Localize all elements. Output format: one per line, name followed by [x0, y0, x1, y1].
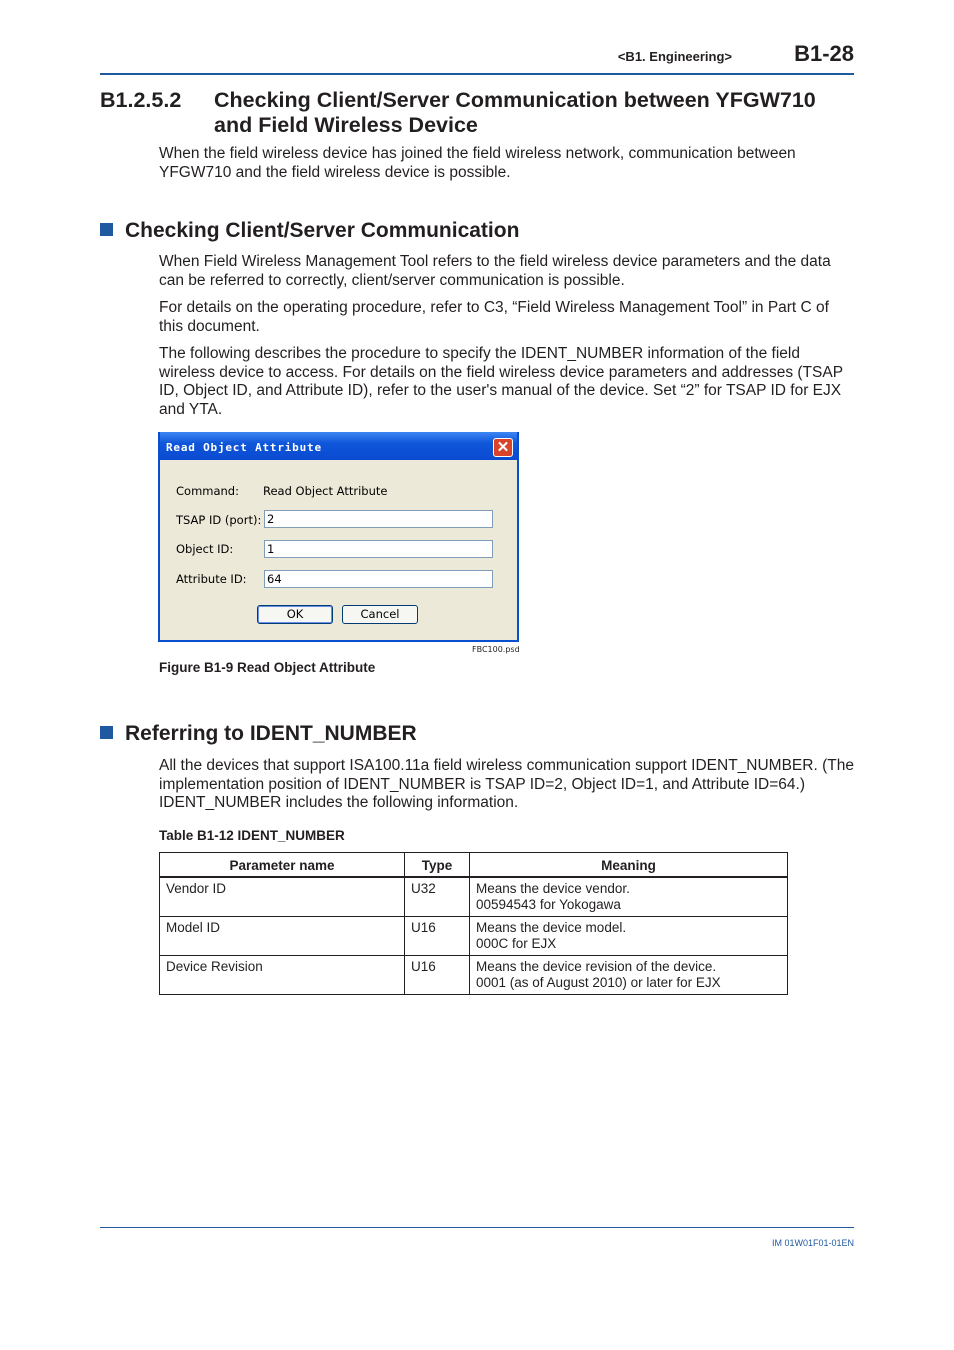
param-name-cell: Model ID	[160, 917, 405, 956]
header-section-label: <B1. Engineering>	[617, 49, 732, 64]
figure-file-tag: FBC100.psd	[472, 645, 520, 654]
meaning-cell	[470, 917, 788, 956]
type-cell: U16	[405, 917, 470, 956]
column-header: Meaning	[470, 853, 788, 878]
meaning-line: Means the device vendor.	[476, 881, 630, 896]
section-title: Checking Client/Server Communication between YFGW710 and Field Wireless Device	[214, 88, 816, 137]
param-name-cell: Vendor ID	[160, 877, 405, 917]
close-icon[interactable]: ✕	[493, 438, 513, 457]
meaning-line: Means the device revision of the device.	[476, 959, 717, 974]
ok-button[interactable]: OK	[257, 605, 333, 624]
section-intro: When the field wireless device has joined the field wireless network, communication between YFGW710 and the field wireless device is possible.	[159, 145, 796, 181]
attribute-id-input[interactable]: 64	[264, 570, 493, 588]
square-bullet-icon	[100, 726, 113, 739]
paragraph: When Field Wireless Management Tool refers to the field wireless device parameters and the data can be referred to correctly, client/server communication is possible.	[159, 253, 831, 289]
type-cell: U32	[405, 877, 470, 917]
column-header: Parameter name	[160, 853, 405, 878]
table-caption: Table B1-12 IDENT_NUMBER	[159, 828, 345, 843]
meaning-cell	[470, 956, 788, 995]
tsap-id-label: TSAP ID (port):	[176, 513, 262, 527]
subheading-ident-number	[100, 722, 417, 746]
attribute-id-label: Attribute ID:	[176, 572, 247, 586]
table-row	[160, 956, 788, 995]
footer-rule	[100, 1227, 854, 1228]
table-row	[160, 917, 788, 956]
meaning-line: Means the device model.	[476, 920, 627, 935]
paragraph: All the devices that support ISA100.11a field wireless communication support IDENT_NUMBER. (The implementation position of IDENT_NUMBER is TSAP ID=2, Object ID=1, and Attribute ID=64.) IDENT_NUMBER includes the following information.	[159, 757, 854, 812]
object-id-input[interactable]: 1	[264, 540, 493, 558]
table-header-row	[160, 853, 788, 878]
subheading-client-server	[100, 219, 519, 243]
column-header: Type	[405, 853, 470, 878]
read-object-attribute-dialog	[158, 432, 519, 642]
dialog-title: Read Object Attribute	[166, 441, 322, 454]
command-label: Command:	[176, 484, 239, 498]
dialog-title-bar[interactable]	[160, 432, 517, 460]
subheading-text: Checking Client/Server Communication	[125, 219, 520, 242]
table-row	[160, 877, 788, 917]
type-cell: U16	[405, 956, 470, 995]
paragraph: The following describes the procedure to specify the IDENT_NUMBER information of the field wireless device to access. For details on the field wireless device parameters and addresses (TSAP ID, Object ID, and Attribute ID), refer to the user's manual of the device. Set “2” for TSAP ID for EJX and YTA.	[159, 345, 843, 419]
object-id-label: Object ID:	[176, 542, 234, 556]
command-value: Read Object Attribute	[263, 484, 388, 498]
figure-caption: Figure B1-9 Read Object Attribute	[159, 660, 376, 675]
cancel-button[interactable]: Cancel	[342, 605, 418, 624]
meaning-line: 00594543 for Yokogawa	[476, 897, 621, 912]
square-bullet-icon	[100, 223, 113, 236]
meaning-cell	[470, 877, 788, 917]
meaning-line: 000C for EJX	[476, 936, 557, 951]
subheading-text: Referring to IDENT_NUMBER	[125, 722, 417, 745]
tsap-id-input[interactable]: 2	[264, 510, 493, 528]
section-number: B1.2.5.2	[100, 88, 182, 112]
meaning-line: 0001 (as of August 2010) or later for EJX	[476, 975, 721, 990]
param-name-cell: Device Revision	[160, 956, 405, 995]
paragraph: For details on the operating procedure, refer to C3, “Field Wireless Management Tool” in Part C of this document.	[159, 299, 829, 335]
page-number: B1-28	[794, 41, 854, 66]
header-rule	[100, 73, 854, 75]
document-id: IM 01W01F01-01EN	[771, 1238, 854, 1248]
ident-number-table	[159, 852, 788, 995]
